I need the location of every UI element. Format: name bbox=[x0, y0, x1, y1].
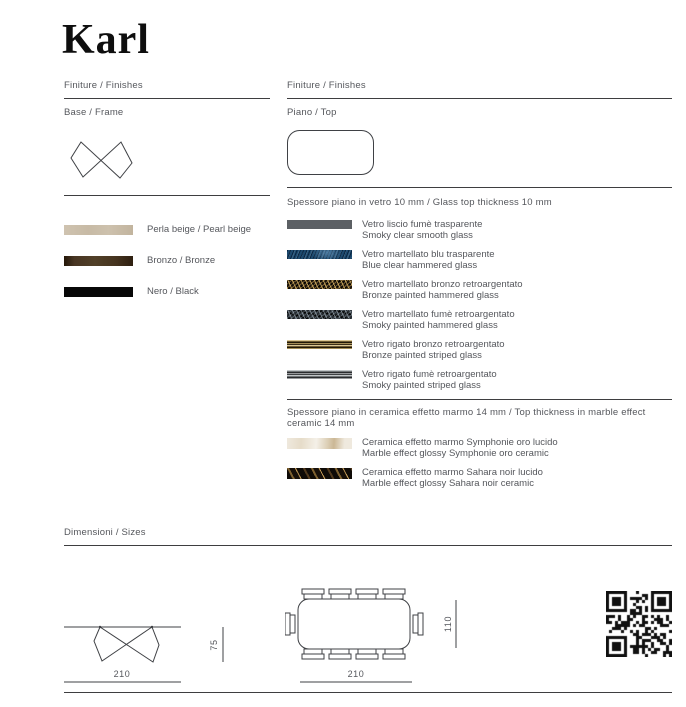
side-width-dim: 210 bbox=[113, 669, 131, 679]
plan-width-dim: 210 bbox=[347, 669, 365, 679]
right-divider-1 bbox=[287, 187, 672, 188]
base-swatch-row bbox=[64, 286, 270, 297]
swatch-label: Bronzo / Bronze bbox=[147, 255, 216, 266]
base-swatch-row bbox=[64, 224, 270, 235]
chair-icons-ends bbox=[285, 613, 423, 635]
glass-swatch-row bbox=[287, 309, 672, 331]
glass-swatch-row bbox=[287, 219, 672, 241]
swatch-label: Perla beige / Pearl beige bbox=[147, 224, 252, 235]
base-frame-column bbox=[64, 80, 270, 317]
swatch-label: Nero / Black bbox=[147, 286, 199, 297]
plan-view-drawing bbox=[285, 580, 475, 690]
swatch-label: Vetro rigato bronzo retroargentato Bronze painted striped glass bbox=[362, 339, 505, 361]
swatch-blue-hammered-glass bbox=[287, 250, 352, 259]
table-top-drawing bbox=[287, 130, 375, 176]
chair-icons-bottom bbox=[302, 649, 405, 659]
chair-icons-top bbox=[302, 589, 405, 599]
base-frame-subheading: Base / Frame bbox=[64, 107, 124, 118]
swatch-smoky-striped-glass bbox=[287, 370, 352, 379]
page-title: Karl bbox=[62, 17, 150, 63]
qr-code bbox=[606, 591, 672, 657]
base-swatch-row bbox=[64, 255, 270, 266]
dimensions-section bbox=[64, 527, 672, 546]
glass-swatch-row bbox=[287, 279, 672, 301]
ceramic-section-title: Spessore piano in ceramica effetto marmo 14 mm / Top thickness in marble effect ceramic 14 mm bbox=[287, 407, 646, 429]
swatch-bronze-hammered-glass bbox=[287, 280, 352, 289]
swatch-label: Vetro martellato bronzo retroargentato Bronze painted hammered glass bbox=[362, 279, 523, 301]
swatch-label: Vetro martellato blu trasparente Blue clear hammered glass bbox=[362, 249, 495, 271]
side-view-drawing bbox=[64, 608, 234, 692]
right-divider-2 bbox=[287, 399, 672, 400]
base-frame-drawing bbox=[70, 140, 134, 180]
table-top-column bbox=[287, 80, 672, 497]
finishes-heading-left: Finiture / Finishes bbox=[64, 80, 270, 99]
glass-swatch-row bbox=[287, 339, 672, 361]
swatch-bronze-striped-glass bbox=[287, 340, 352, 349]
piano-top-subheading: Piano / Top bbox=[287, 107, 337, 118]
page-bottom-rule bbox=[64, 692, 672, 693]
swatch-bronzo bbox=[64, 256, 133, 266]
swatch-fume-smooth-glass bbox=[287, 220, 352, 229]
glass-section-title: Spessore piano in vetro 10 mm / Glass top thickness 10 mm bbox=[287, 197, 552, 208]
plan-depth-dim: 110 bbox=[443, 615, 453, 633]
swatch-sahara-noir-ceramic bbox=[287, 468, 352, 479]
swatch-label: Vetro rigato fumè retroargentato Smoky painted striped glass bbox=[362, 369, 497, 391]
left-divider bbox=[64, 195, 270, 196]
swatch-label: Vetro liscio fumè trasparente Smoky clear smooth glass bbox=[362, 219, 483, 241]
glass-swatch-row bbox=[287, 369, 672, 391]
swatch-symphonie-oro-ceramic bbox=[287, 438, 352, 449]
swatch-perla-beige bbox=[64, 225, 133, 235]
swatch-nero bbox=[64, 287, 133, 297]
swatch-smoky-hammered-glass bbox=[287, 310, 352, 319]
swatch-label: Ceramica effetto marmo Symphonie oro lucido Marble effect glossy Symphonie oro ceramic bbox=[362, 437, 558, 459]
ceramic-swatch-row bbox=[287, 467, 672, 489]
swatch-label: Ceramica effetto marmo Sahara noir lucido Marble effect glossy Sahara noir ceramic bbox=[362, 467, 543, 489]
table-outline bbox=[298, 599, 410, 649]
glass-swatch-row bbox=[287, 249, 672, 271]
swatch-label: Vetro martellato fumè retroargentato Smoky painted hammered glass bbox=[362, 309, 515, 331]
dimensions-heading: Dimensioni / Sizes bbox=[64, 527, 672, 546]
side-height-dim: 75 bbox=[209, 639, 219, 651]
finishes-heading-right: Finiture / Finishes bbox=[287, 80, 672, 99]
ceramic-swatch-row bbox=[287, 437, 672, 459]
